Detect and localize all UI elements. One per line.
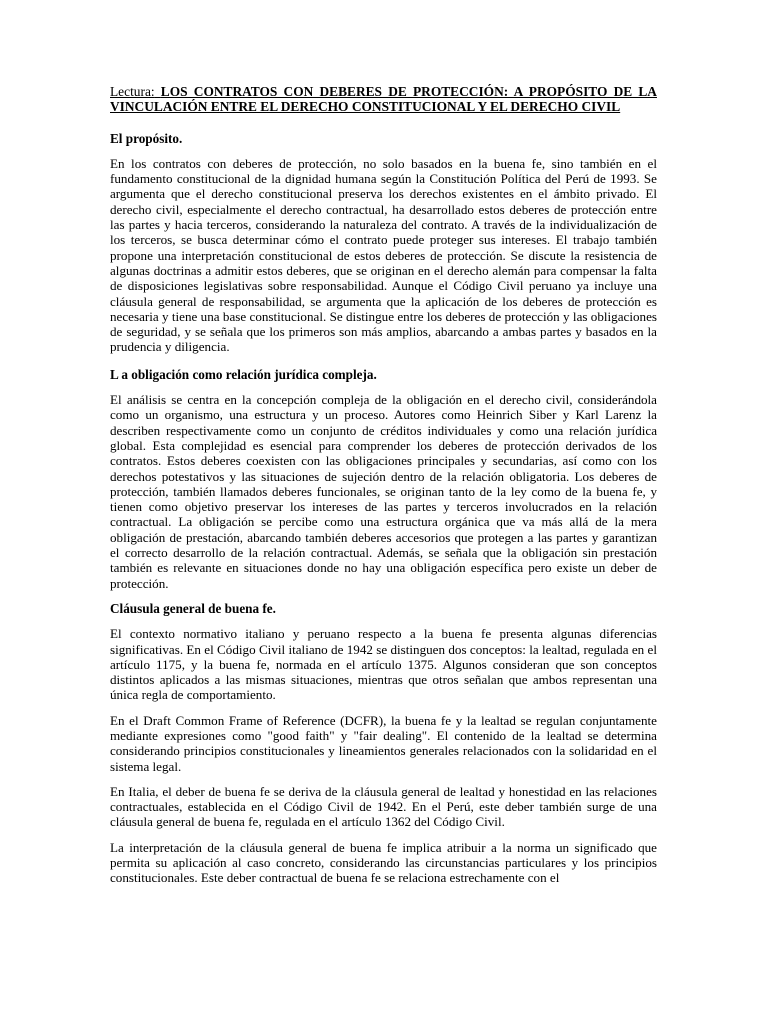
section-heading-buena-fe: Cláusula general de buena fe. — [110, 600, 276, 616]
paragraph: El análisis se centra en la concepción compleja de la obligación en el derecho civil, considerándola como un organismo, una estructura y un proceso. Autores como Heinrich Siber y Karl Larenz la describen respectivamente como un conjunto de créditos individuales y como una relación jurídica global. Esta complejidad es esencial para comprender los deberes de protección derivados de los contratos. Estos deberes coexisten con las obligaciones principales y secundarias, así como con los derechos potestativos y las situaciones de sujeción dentro de la relación obligatoria. Los deberes de protección, también llamados deberes funcionales, se originan tanto de la ley como de la buena fe, y tienen como objetivo preservar los intereses de las partes y terceros involucrados en la relación contractual. La obligación se percibe como una estructura orgánica que va más allá de la mera obligación de prestación, abarcando también deberes accesorios que protegen a las partes y garantizan el correcto desarrollo de la relación contractual. Además, se señala que la obligación sin prestación también es relevante en situaciones donde no hay una obligación específica pero existe un deber de protección. — [110, 392, 657, 591]
paragraph: En los contratos con deberes de protección, no solo basados en la buena fe, sino también en el fundamento constitucional de la dignidad humana según la Constitución Política del Perú de 1993. Se argumenta que el derecho constitucional preserva los derechos existentes en el ámbito privado. El derecho civil, especialmente el derecho contractual, ha desarrollado estos deberes de protección entre las partes y hacia terceros, considerando la naturaleza del contrato. A través de la individualización de los terceros, se busca determinar cómo el contrato puede proteger sus intereses. El trabajo también propone una interpretación constitucional de estos deberes de protección. Se discute la resistencia de algunas doctrinas a admitir estos deberes, que se originan en el derecho alemán para compensar la falta de disposiciones legislativas sobre responsabilidad. Aunque el Código Civil peruano ya incluye una cláusula general de responsabilidad, se argumenta que la aplicación de los deberes de protección es necesaria y tiene una base constitucional. Se distingue entre los deberes de protección y las obligaciones de seguridad, y se señala que los primeros son más amplios, abarcando a ambas partes y basados en la prudencia y diligencia. — [110, 155, 657, 355]
title-lead: Lectura: — [110, 84, 155, 99]
paragraph: En el Draft Common Frame of Reference (DCFR), la buena fe y la lealtad se regulan conjuntamente mediante expresiones como "good faith" y "fair dealing". El contenido de la lealtad se determina considerando principios constitucionales y lineamientos generales relacionados con la solidaridad en el sistema legal. — [110, 712, 657, 774]
title-main: LOS CONTRATOS CON DEBERES DE PROTECCIÓN: A PROPÓSITO DE LA VINCULACIÓN ENTRE EL DERECHO CONSTITUCIONAL Y EL DERECHO CIVIL — [110, 84, 657, 115]
document-title — [110, 84, 657, 115]
paragraph: En Italia, el deber de buena fe se deriva de la cláusula general de lealtad y honestidad en las relaciones contractuales, establecida en el Código Civil de 1942. En el Perú, este deber también surge de una cláusula general de buena fe, regulada en el artículo 1362 del Código Civil. — [110, 783, 657, 830]
paragraph: La interpretación de la cláusula general de buena fe implica atribuir a la norma un significado que permita su aplicación al caso concreto, considerando las circunstancias particulares y los principios constitucionales. Este deber contractual de buena fe se relaciona estrechamente con el — [110, 839, 657, 886]
document-page — [110, 84, 657, 896]
section-heading-obligacion: L a obligación como relación jurídica compleja. — [110, 366, 377, 382]
section-heading-proposito: El propósito. — [110, 130, 183, 146]
paragraph: El contexto normativo italiano y peruano respecto a la buena fe presenta algunas diferencias significativas. En el Código Civil italiano de 1942 se distinguen dos conceptos: la lealtad, regulada en el artículo 1175, y la buena fe, normada en el artículo 1375. Algunos consideran que son conceptos distintos aplicados a las mismas situaciones, mientras que otros señalan que ambos representan una única regla de comportamiento. — [110, 626, 657, 703]
